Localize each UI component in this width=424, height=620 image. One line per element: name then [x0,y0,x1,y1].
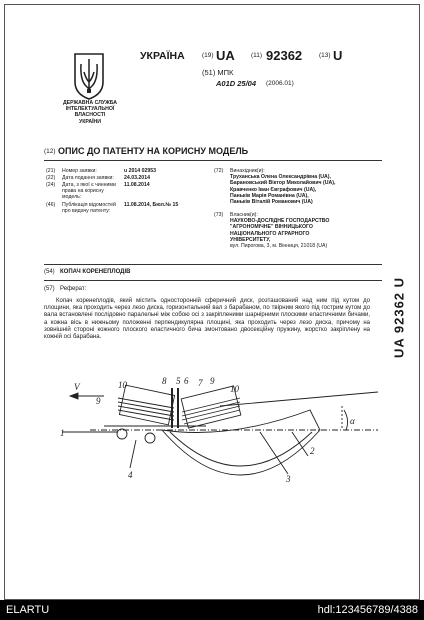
label-1: 1 [60,428,65,438]
bib-value: 11.08.2014, Бюл.№ 15 [124,202,179,208]
agency-line: ДЕРЖАВНА СЛУЖБА [62,100,118,106]
bib-item [46,202,196,216]
utility-model-title: КОПАЧ КОРЕНЕПЛОДІВ [60,269,131,275]
owner-code: (73) [214,212,224,218]
bib-label: Номер заявки: [62,168,97,174]
bibliographic-data [46,168,196,216]
slope-line [220,392,378,406]
abstract-label: Реферат: [60,286,87,292]
inventors-code: (72) [214,168,224,174]
bib-item [46,175,196,182]
bib-code: (46) [46,202,56,208]
code-19: (19) [202,52,214,59]
country-name: УКРАЇНА [140,50,185,62]
support-roller [145,433,155,443]
label-9-left: 9 [96,396,101,406]
bib-item [46,168,196,175]
footer-handle: hdl:123456789/4388 [317,604,418,616]
code-11: (11) [251,52,263,59]
bib-label: Дата, з якої є чинними права на корисну модель: [62,182,116,201]
label-3: 3 [286,474,291,484]
bib-code: (21) [46,168,56,174]
label-2: 2 [310,446,315,456]
label-4: 4 [128,470,133,480]
patent-number: 92362 [266,48,303,63]
kind-code: U [333,48,343,63]
agency-line: УКРАЇНИ [78,118,102,125]
bib-label: Дата подання заявки: [62,175,114,181]
side-label [384,270,414,380]
ipc-label: (51) МПК [202,68,234,77]
label-7: 7 [198,378,203,388]
owner-line: НАЦІОНАЛЬНОГО АГРАРНОГО [230,230,310,237]
inventor: Паньків Віталій Романович (UA) [230,199,313,206]
owner-line: УНІВЕРСИТЕТУ, [230,236,271,243]
support-leg [130,440,136,468]
bib-item [46,182,196,202]
inventor: Труханська Олена Олександрівна (UA), [230,174,331,181]
inventor: Паньків Марія Романівна (UA), [230,192,309,199]
inventors-block [214,168,384,205]
velocity-arrowhead [70,393,78,399]
label-velocity: V [74,382,80,392]
label-9-right: 9 [210,376,215,386]
bib-value: 11.08.2014 [124,182,150,188]
disc-inner-edge [170,432,312,466]
bib-code: (24) [46,182,56,188]
bib-code: (22) [46,175,56,181]
ipc-date: (2006.01) [266,80,294,87]
leader-line [292,432,308,456]
divider [44,160,382,161]
trident-emblem-icon [72,52,106,100]
side-label-text: UA 92362 U [391,276,407,359]
support-roller [117,429,127,439]
flail-line [118,402,174,412]
doc-title: ОПИС ДО ПАТЕНТУ НА КОРИСНУ МОДЕЛЬ [58,146,249,156]
country-code: UA [216,48,235,63]
flail-line [182,406,240,420]
inventor: Кравченко Іван Євграфович (UA), [230,186,317,193]
flail-line [118,398,174,408]
spherical-disc [162,410,320,475]
code-13: (13) [319,52,331,59]
inventor: Барановський Віктор Миколайович (UA), [230,180,336,187]
owner-line: НАУКОВО-ДОСЛІДНЕ ГОСПОДАРСТВО [230,218,330,225]
footer-bar [0,600,424,620]
label-8: 8 [162,376,167,386]
bib-label: Публікація відомостей про видачу патенту: [62,202,116,215]
inventors-label: Винахідник(и): [230,168,265,174]
owner-address: вул. Пирогова, 3, м. Вінниця, 21018 (UA) [230,243,328,250]
footer-source: ELARTU [6,604,50,616]
flail-line [182,402,240,416]
abstract-code: (57) [44,286,55,292]
label-5: 5 [176,376,181,386]
owner-line: "АГРОНОМІЧНЕ" ВІННИЦЬКОГО [230,224,313,231]
title-code: (54) [44,269,55,275]
agency-line: ІНТЕЛЕКТУАЛЬНОЇ [65,106,115,113]
flail-line [118,406,174,416]
bib-value: 24.03.2014 [124,175,150,181]
owner-label: Власник(и): [230,212,258,218]
agency-name [52,100,128,125]
divider [44,264,382,265]
abstract-text: Копач коренеплодів, який містить односторонній сферичний диск, розташований над ним під кутом до площини, яка проходить через лезо диска, горизонтальний вал з барабаном, по твірним якого під гострим кутом до вала встановлені послідовно паралельні між собою осі з закріпленими шарнірними плоскими еластичними бичами, а кожна вісь в нижньому положенні перпендикулярна площині, яка проходить через лезо диска, причому на зовнішній стороні кожного плоского еластичного бича змонтовано двосекційну пружину, жорстко закріплену на кожній осі барабана. [44,298,370,341]
flail-line [118,410,174,420]
label-10-right: 10 [230,384,239,394]
label-10-left: 10 [118,380,127,390]
agency-line: ВЛАСНОСТІ [74,112,106,119]
owner-block [214,212,384,249]
bib-value: u 2014 02953 [124,168,157,174]
angle-arc [344,410,348,430]
divider [44,280,382,281]
patent-drawing [60,370,380,490]
label-alpha: α [350,416,355,426]
ipc-class: A01D 25/04 [216,79,257,88]
label-6: 6 [184,376,189,386]
doc-title-code: (12) [44,148,56,155]
